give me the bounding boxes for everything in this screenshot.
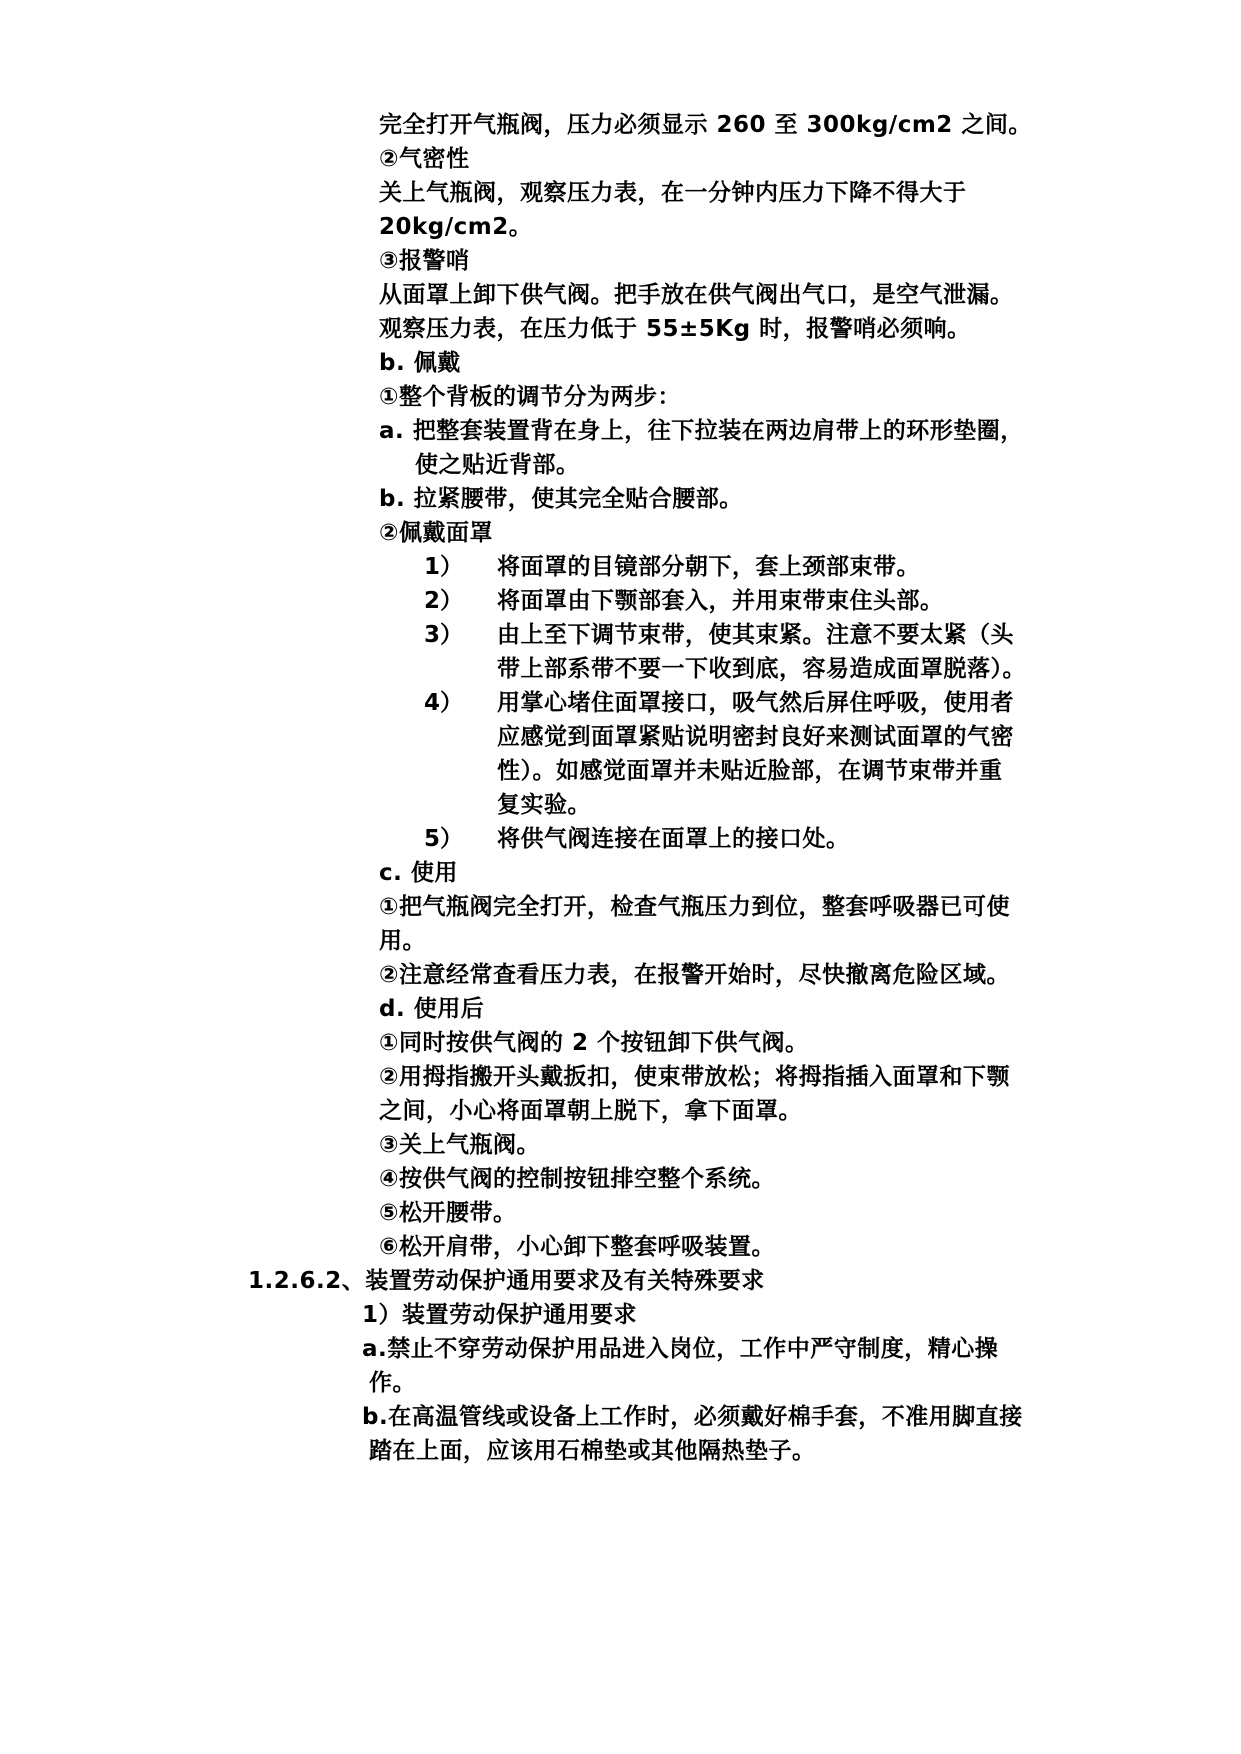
text-line: 20kg/cm2。 [379,214,533,240]
step-text: 将面罩的目镜部分朝下，套上颈部束带。 [497,554,920,580]
subheading: ②气密性 [379,146,470,172]
step-number: 3） [424,622,464,648]
list-item: b. 拉紧腰带，使其完全贴合腰部。 [379,486,743,512]
list-item: a. 把整套装置背在身上，往下拉装在两边肩带上的环形垫圈， [379,418,1024,444]
step-number: 5） [424,826,464,852]
text-line: ④按供气阀的控制按钮排空整个系统。 [379,1166,775,1192]
text-line: 从面罩上卸下供气阀。把手放在供气阀出气口，是空气泄漏。 [379,282,1014,308]
text-line: 观察压力表，在压力低于 55±5Kg 时，报警哨必须响。 [379,316,971,342]
step-text-continuation: 复实验。 [497,792,591,818]
section-heading: d. 使用后 [379,996,485,1022]
list-item: b.在高温管线或设备上工作时，必须戴好棉手套，不准用脚直接 [362,1404,1023,1430]
text-line: ①把气瓶阀完全打开，检查气瓶压力到位，整套呼吸器已可使 [379,894,1010,920]
subheading: ②佩戴面罩 [379,520,493,546]
list-item: a.禁止不穿劳动保护用品进入岗位，工作中严守制度，精心操 [362,1336,999,1362]
text-line: ②注意经常查看压力表，在报警开始时，尽快撤离危险区域。 [379,962,1010,988]
step-number: 4） [424,690,464,716]
step-text: 由上至下调节束带，使其束紧。注意不要太紧（头 [497,622,1014,648]
list-item-continuation: 踏在上面，应该用石棉垫或其他隔热垫子。 [369,1438,816,1464]
text-line: ⑤松开腰带。 [379,1200,517,1226]
step-number: 1） [424,554,464,580]
step-text-continuation: 应感觉到面罩紧贴说明密封良好来测试面罩的气密 [497,724,1014,750]
list-item-continuation: 使之贴近背部。 [415,452,580,478]
step-text-continuation: 性）。如感觉面罩并未贴近脸部，在调节束带并重 [497,758,1003,784]
text-line: 完全打开气瓶阀，压力必须显示 260 至 300kg/cm2 之间。 [379,112,1032,138]
step-text: 将供气阀连接在面罩上的接口处。 [497,826,850,852]
step-text-continuation: 带上部系带不要一下收到底，容易造成面罩脱落）。 [497,656,1026,682]
text-line: ②用拇指搬开头戴扳扣，使束带放松；将拇指插入面罩和下颚 [379,1064,1010,1090]
section-heading: b. 佩戴 [379,350,461,376]
text-line: ①同时按供气阀的 2 个按钮卸下供气阀。 [379,1030,809,1056]
subheading: 1）装置劳动保护通用要求 [362,1302,638,1328]
step-text: 将面罩由下颚部套入，并用束带束住头部。 [497,588,944,614]
list-item-continuation: 作。 [369,1370,416,1396]
step-number: 2） [424,588,464,614]
text-line: 用。 [379,928,426,954]
section-heading: c. 使用 [379,860,458,886]
numbered-heading: 1.2.6.2、装置劳动保护通用要求及有关特殊要求 [248,1268,765,1294]
text-line: ⑥松开肩带，小心卸下整套呼吸装置。 [379,1234,775,1260]
text-line: 关上气瓶阀，观察压力表，在一分钟内压力下降不得大于 [379,180,967,206]
subheading: ③报警哨 [379,248,470,274]
subheading: ①整个背板的调节分为两步： [379,384,681,410]
step-text: 用掌心堵住面罩接口，吸气然后屏住呼吸，使用者 [497,690,1014,716]
text-line: 之间，小心将面罩朝上脱下，拿下面罩。 [379,1098,802,1124]
text-line: ③关上气瓶阀。 [379,1132,540,1158]
